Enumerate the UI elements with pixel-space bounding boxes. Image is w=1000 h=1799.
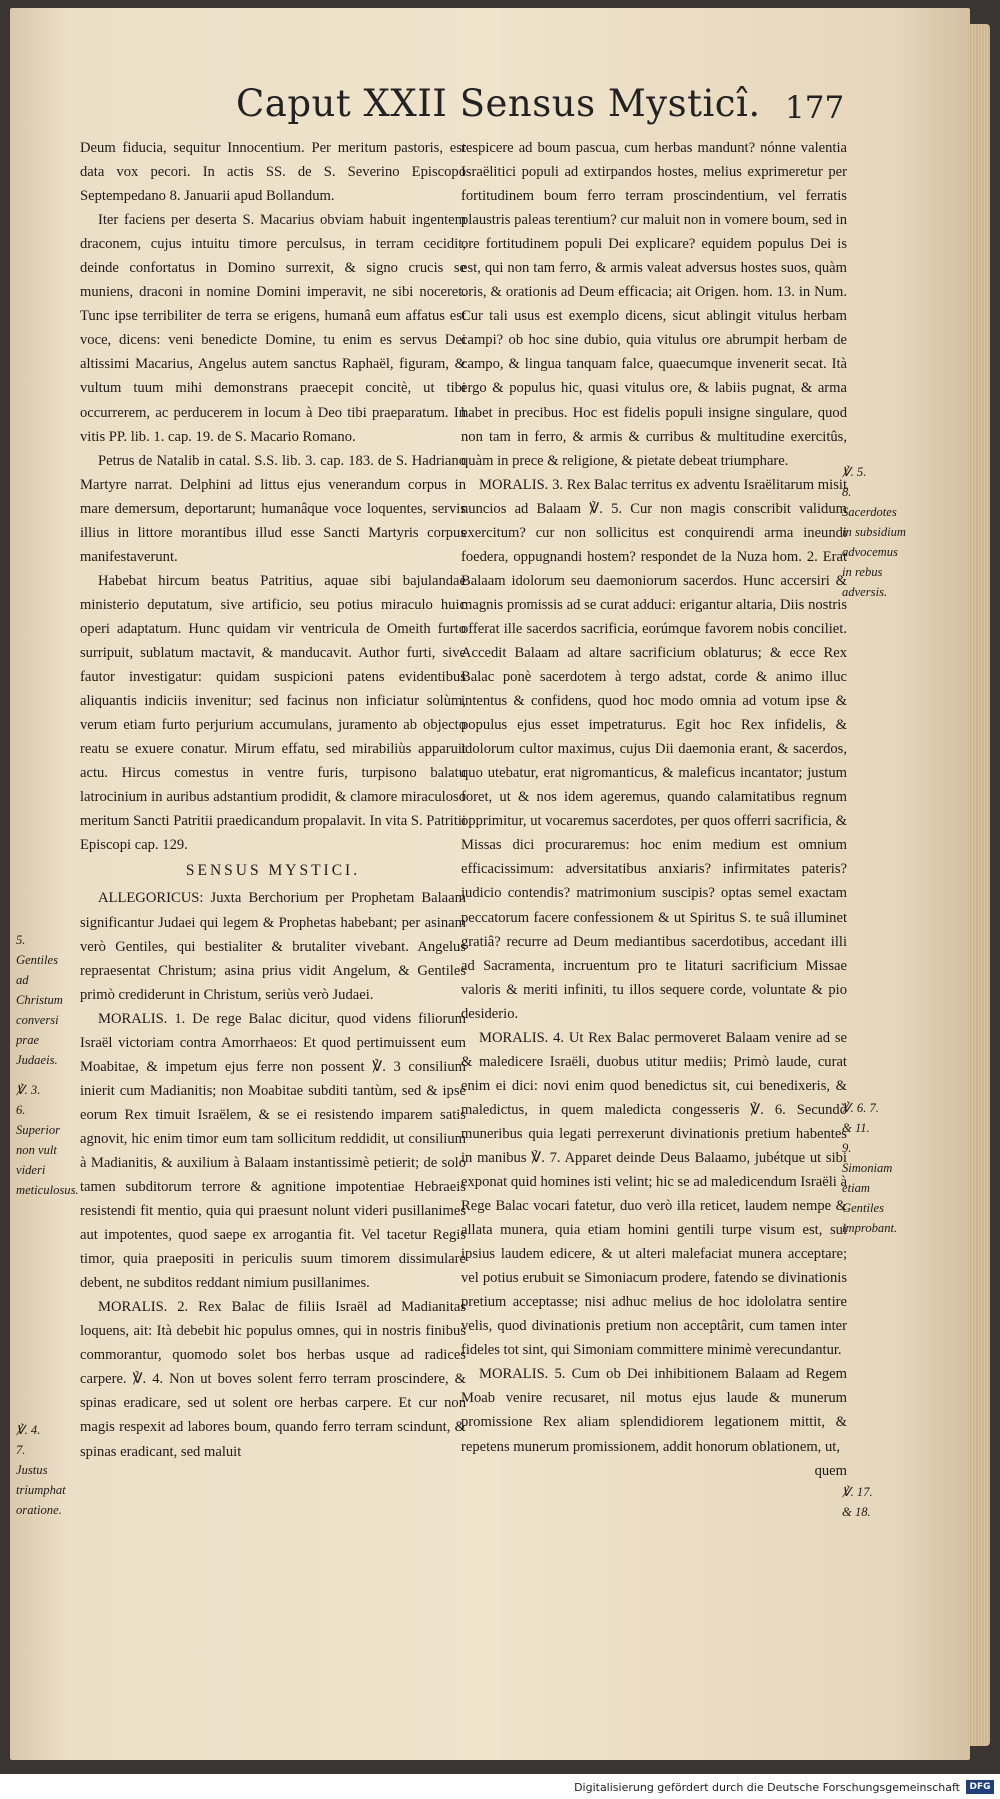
margin-note: 5. Gentiles ad Christum conversi prae Judaeis.: [16, 933, 63, 1067]
paragraph: MORALIS. 1. De rege Balac dicitur, quod videns filiorum Israël victoriam contra Amorrhaeos: Et quod pertimuissent eum Moabitae, & impetum ejus ferre non possent ℣. 3 consilium inierit cum Madianitis; non Moabitae subditi tantùm, sed & ipse eorum Rex timuit Israëlem, & se ei resistendo imparem satis agnovit, hic enim timor eum tam sollicitum reddidit, ut consilium à Madianitis, & auxilium à Balaam instantissimè petierit; de solo tamen subditorum terrore & agnitione impotentiae Hebraeis resistendi fit mentio, quia qui praesunt nolunt videri pusillanimes aut impotentes, quod saepe ex arrogantia fit. Vel tacetur Regis timor, quia praepositi in periculis suum timorem dissimulare debent, ne subditos reddant nimium pusillanimes.: [80, 1010, 466, 1292]
paragraph: MORALIS. 5. Cum ob Dei inhibitionem Balaam ad Regem Moab venire recusaret, nil motus ejus laude & munerum promissione Rex aliam splendidiorem legationem mittit, & repetens munerum promissionem, addit honorum oblationem, ut,: [461, 1366, 847, 1455]
paragraph: ALLEGORICUS: Juxta Berchorium per Prophetam Balaam significantur Judaei qui legem & Prophetas habebant; per asinam verò Gentiles, qui bestialiter & brutaliter vivebant. Angelus repraesentat Christum; asina prius vidit Angelum, & Gentiles primò crediderunt in Christum, seriùs verò Judaei.: [80, 890, 466, 1003]
paragraph: MORALIS. 3. Rex Balac territus ex adventu Israëlitarum misit nuncios ad Balaam ℣. 5. Cur non magis conscribit validum exercitum? cur non sollicitus est conquirendi arma ineundi foedera, oppugnandi hostem? respondet de la Nuza hom. 2. Erat Balaam idolorum seu daemoniorum sacerdos. Hunc accersiri & magnis promissis ad se curat adduci: erigantur altaria, Diis nostris offerat ille sacerdos sacrificia, eorúmque favorem nobis conciliet. Accedit Balaam ad altare sacrificium oblaturus; & ecce Rex Balac ponè sacerdotem à tergo adstat, corde & animo illuc intentus & confidens, quod hoc modo omnia ad votum ipse & populus ejus esset impetraturus. Egit hoc Rex infidelis, & idolorum cultor maximus, cujus Dii daemonia erant, & sacerdos, quo utebatur, erat nigromanticus, & maleficus incantator; justum foret, ut & nos idem ageremus, quando calamitatibus regnum opprimitur, ut vocaremus sacerdotes, per quos offerri sacrificia, & Missas dici procuraremus: hoc enim medium est omnium efficacissimum: adversitatibus anxiaris? infirmitates pateris? judicio contendis? matrimonium suscipis? optas semel exactam peccatorum facere confessionem & ut Spiritus S. te suâ illuminet gratiâ? recurre ad Deum mediantibus sacerdotibus, accedant illi ad Sacramenta, incruentum pro te litaturi sacrificium Missae valoris & meriti infiniti, tu illos sequere corde, voluntate & pio desiderio.: [461, 476, 847, 1022]
paragraph: respicere ad boum pascua, cum herbas mandunt? nónne valentia Israëlitici populi ad extirpandos hostes, melius exprimeretur per fortitudinem boum ferro terram proscindentium, vel ferratis plaustris paleas terentium? cur maluit non in vomere boum, sed in ore fortitudinem populi Dei explicare? equidem populus Dei is est, qui non tam ferro, & armis valeat adversus hostes suos, quàm oris, & orationis ad Deum efficacia; ait Origen. hom. 13. in Num. Cur tali usus est exemplo dicens, sicut ablingit vitulus herbam campi? ob hoc sine dubio, quia vitulus ore abrumpit herbam de campo, & lingua tanquam falce, quaecumque invenerit secat. Ità ergo & populus hic, quasi vitulus ore, & labiis pugnat, & arma habet in precibus. Hoc est fidelis populi insigne singulare, quod non tam in ferro, & armis & curribus & multitudine exercitûs, quàm in prece & religione, & pietate debeat triumphare.: [461, 140, 847, 469]
running-header: Caput XXII Sensus Mysticî.: [236, 82, 761, 125]
margin-note: ℣. 3. 6. Superior non vult videri meticulosus.: [16, 1083, 79, 1197]
section-title: SENSUS MYSTICI.: [185, 862, 361, 880]
paragraph: MORALIS. 4. Ut Rex Balac permoveret Balaam venire ad se & maledicere Israëli, duobus utitur mediis; Primò laude, curat enim ei dici: novi enim quod benedictus sit, cui benedixeris, & maledictus, in quem maledicta congesseris ℣. 6. Secundò muneribus quia legati perrexerunt divinationis pretium habentes in manibus ℣. 7. Apparet deinde Deus Balaamo, jubétque ut sibi exponat quid homines isti velint; hic se ad maledicendum Israëli à Rege Balac vocari fatetur, duo verò illa reticet, laudem nempe & allata munera, quia etiam homini gentili turpe visum est, sui ipsius laudem edicere, & ut alteri malefaciat munera acceptare; vel potius erubuit se Simoniacum prodere, fatendo se divinationis pretium acceptasse; nisi adhuc melius de hoc idololatra sentire velis, quod divinationis pretium non acceptârit, cum tamen inter fideles tot sint, qui Simoniam committere minimè verecundantur.: [461, 1029, 847, 1359]
margin-note: ℣. 17. & 18.: [842, 1485, 873, 1519]
catchword: quem: [814, 1462, 847, 1479]
dfg-logo: DFG: [966, 1780, 994, 1794]
paragraph: Petrus de Natalib in catal. S.S. lib. 3. cap. 183. de S. Hadriano Martyre narrat. Delphini ad littus ejus venerandum corpus in mare demersum, deportarunt; humanâque voce loquentes, servis illius in littore morantibus illud esse Sancti Martyris corpus manifestaverunt.: [80, 452, 466, 565]
left-column: [80, 136, 466, 1464]
right-column: [461, 136, 847, 1483]
paragraph: Iter faciens per deserta S. Macarius obviam habuit ingentem draconem, cujus intuitu timore perculsus, in terram cecidit, deinde confortatus in Domino surrexit, & signo crucis se muniens, draconi in nomine Domini imperavit, ne sibi noceret. Tunc ipse terribiliter de terra se erigens, humanâ eum affatus est voce, dicens: veni benedicte Domine, tu enim es servus Dei altissimi Macarius, Angelus autem sanctus Raphaël, figuram, & vultum tuum mihi demonstrans praecepit concitè, ut tibi occurrerem, ac perducerem in locum à Deo tibi praeparatum. In vitis PP. lib. 1. cap. 19. de S. Macario Romano.: [80, 212, 466, 445]
paragraph: MORALIS. 2. Rex Balac de filiis Israël ad Madianitas loquens, ait: Ità debebit hic populus omnes, qui in nostris finibus commorantur, quomodo solet bos herbas usque ad radices carpere. ℣. 4. Non ut boves solent ferro terram proscindere, & spinas eradicare, sed ut solent ore herbas carpere. Et cur non magis respexit ad labores boum, quando ferro terram scindunt, & spinas eradicant, sed maluit: [80, 1299, 466, 1460]
margin-note: ℣. 4. 7. Justus triumphat oratione.: [16, 1423, 66, 1517]
page-number: 177: [785, 90, 845, 126]
paragraph: Deum fiducia, sequitur Innocentium. Per meritum pastoris, est data vox pecori. In actis SS. de S. Severino Episcopo Septempedano 8. Januarii apud Bollandum.: [80, 140, 466, 205]
paragraph: Habebat hircum beatus Patritius, aquae sibi bajulandae ministerio deputatum, sive artificio, seu potius miraculo huic operi adaptatum. Hunc quidam vir ventricula de Omeith furto surripuit, sublatum mactavit, & manducavit. Author furti, sive fautor investigatur: quidam suspicioni patens evidentibus aliquantis indiciis invenitur; sed facinus non inficiatur solùm, verum etiam furto perjurium accumulans, juramento ab objecto reatu se exuere conatur. Mirum effatu, sed mirabiliùs apparuit actu. Hircus comestus in ventre furis, turpisono balatu latrocinium in auribus adstantium prodidit, & clamore miraculoso meritum Sancti Patritii praedicandum propalavit. In vita S. Patritii Episcopi cap. 129.: [80, 572, 466, 854]
funding-notice: Digitalisierung gefördert durch die Deutsche Forschungsgemeinschaft: [574, 1781, 960, 1794]
margin-note: ℣. 6. 7. & 11. 9. Simoniam etiam Gentiles improbant.: [842, 1101, 898, 1235]
page-fore-edge: [968, 24, 990, 1746]
margin-note: ℣. 5. 8. Sacerdotes in subsidium advocemus in rebus adversis.: [842, 465, 907, 599]
